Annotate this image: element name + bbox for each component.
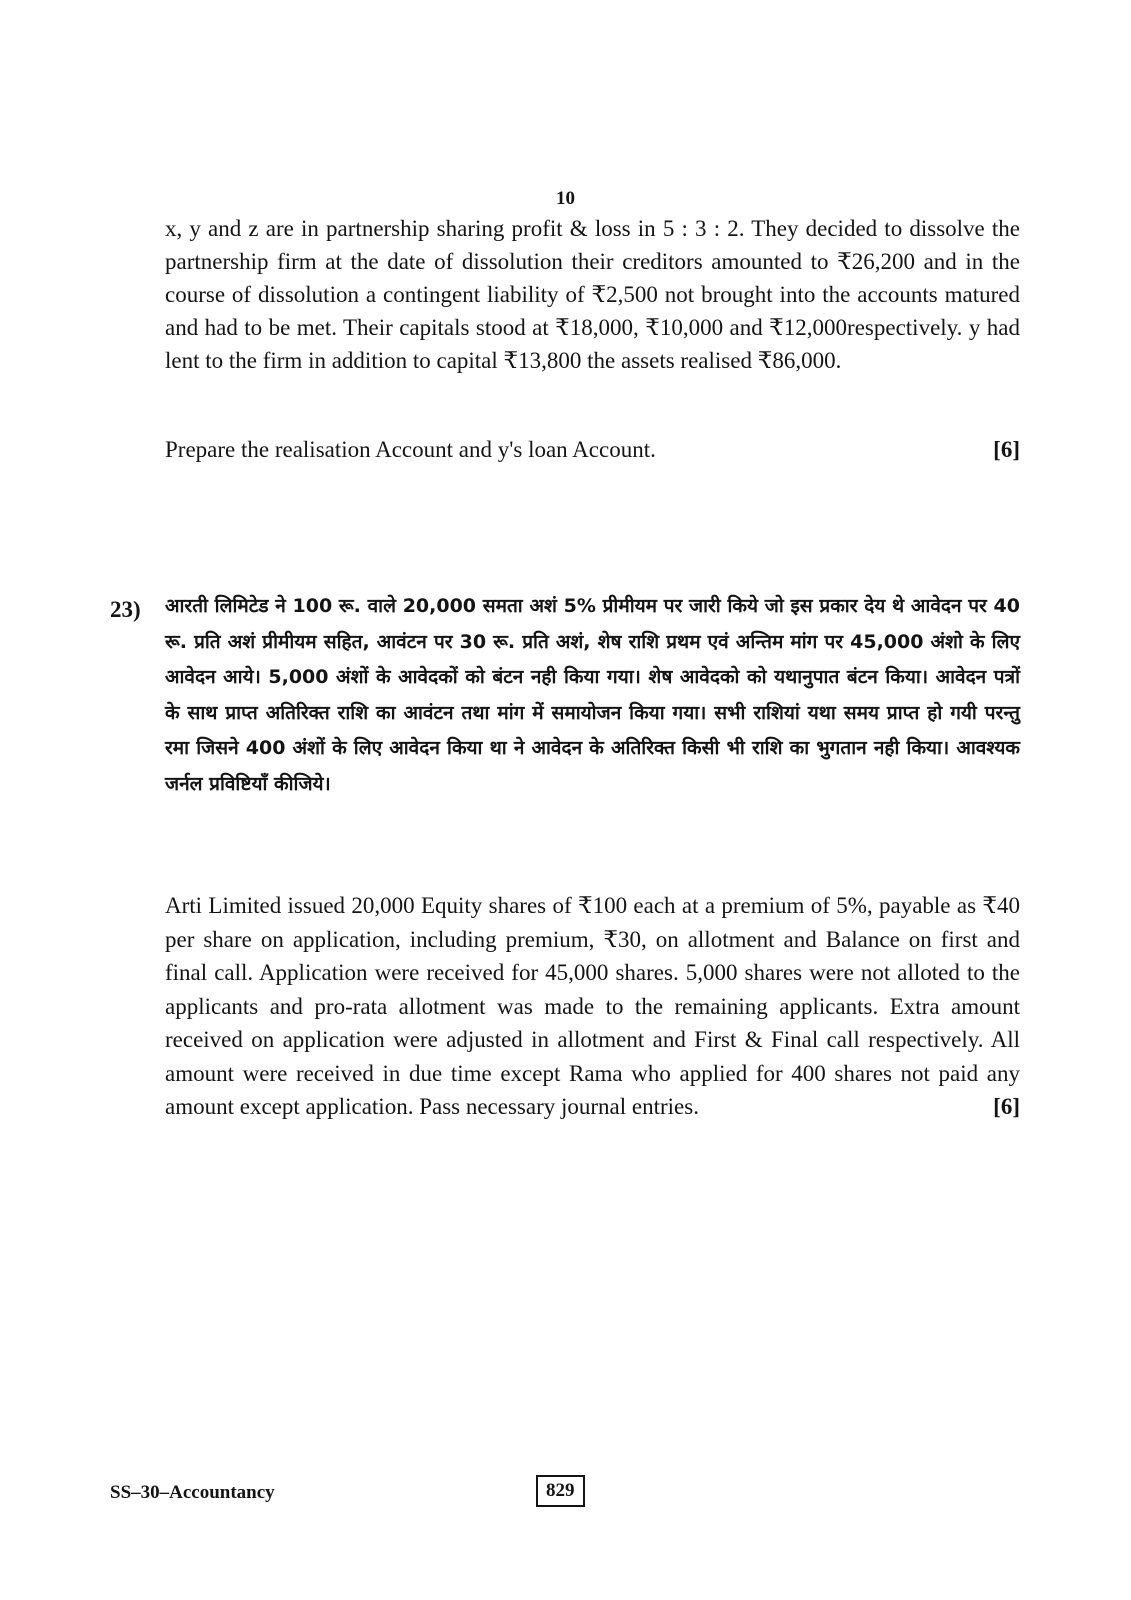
question-23-number: 23) bbox=[110, 597, 141, 622]
question-22-instruction: Prepare the realisation Account and y's loan Account. bbox=[165, 437, 656, 462]
question-22-marks: [6] bbox=[993, 437, 1020, 462]
question-23-english-body: Arti Limited issued 20,000 Equity shares of ₹100 each at a premium of 5%, payable as ₹40 per share on application, including premium, ₹30, on allotment and Balance on first and final call. Application were received for 45,000 shares. 5,000 shares were not alloted to the applicants and pro-rata allotment was made to the remaining applicants. Extra amount received on application were adjusted in allotment and First & Final call respectively. All amount were received in due time except Rama who applied for 400 shares not paid any amount except application. Pass necessary journal entries. bbox=[165, 893, 1020, 1119]
question-23-marks: [6] bbox=[993, 1094, 1020, 1119]
page-number: 10 bbox=[556, 188, 575, 209]
question-22-instruction-line bbox=[165, 433, 1020, 466]
footer-page-code: 829 bbox=[536, 1475, 585, 1507]
question-23-hindi-text: आरती लिमिटेड ने 100 रू. वाले 20,000 समता अशं 5% प्रीमीयम पर जारी किये जो इस प्रकार देय थे आवेदन पर 40 रू. प्रति अशं प्रीमीयम सहित, आवंटन पर 30 रू. प्रति अशं, शेष राशि प्रथम एवं अन्तिम मांग पर 45,000 अंशो के लिए आवेदन आये। 5,000 अंशों के आवेदकों को बंटन नही किया गया। शेष आवेदको को यथानुपात बंटन किया। आवेदन पत्रों के साथ प्राप्त अतिरिक्त राशि का आवंटन तथा मांग में समायोजन किया गया। सभी राशियां यथा समय प्राप्त हो गयी परन्तु रमा जिसने 400 अंशों के लिए आवेदन किया था ने आवेदन के अतिरिक्त किसी भी राशि का भुगतान नही किया। आवश्यक जर्नल प्रविष्टियाँ कीजिये। bbox=[165, 595, 1020, 795]
question-23-english-text bbox=[165, 889, 1020, 1124]
question-22-body: x, y and z are in partnership sharing profit & loss in 5 : 3 : 2. They decided to dissolve the partnership firm at the date of dissolution their creditors amounted to ₹26,200 and in the course of dissolution a contingent liability of ₹2,500 not brought into the accounts matured and had to be met. Their capitals stood at ₹18,000, ₹10,000 and ₹12,000respectively. y had lent to the firm in addition to capital ₹13,800 the assets realised ₹86,000. bbox=[165, 216, 1020, 373]
footer-subject: SS–30–Accountancy bbox=[110, 1482, 275, 1503]
